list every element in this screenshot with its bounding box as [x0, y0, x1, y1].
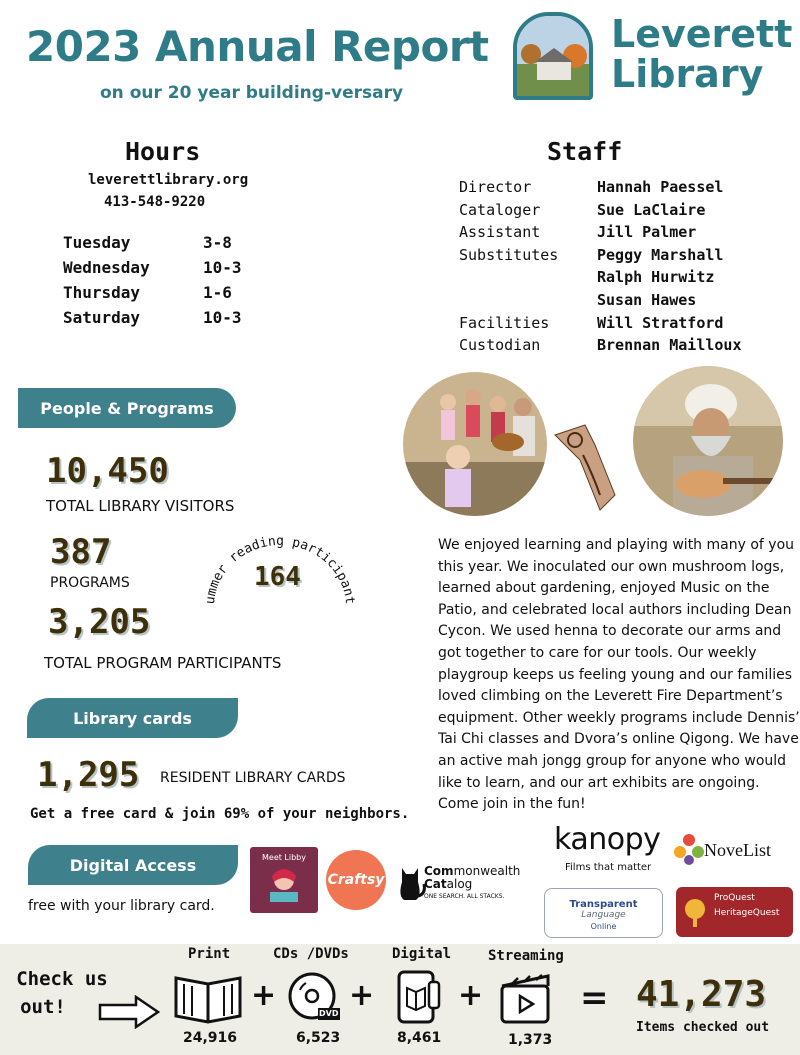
- plus-sign: +: [349, 978, 375, 1013]
- staff-role: Cataloger: [459, 200, 541, 219]
- catalog-bold: Cat: [424, 877, 447, 891]
- staff-row: [459, 223, 742, 246]
- hours-day: Tuesday: [63, 233, 131, 252]
- staff-role: Director: [459, 178, 532, 196]
- clapperboard-icon: [496, 970, 554, 1028]
- print-count: 24,916: [183, 1030, 238, 1046]
- library-name-line1: Leverett: [611, 12, 793, 56]
- cards-note: Get a free card & join 69% of your neighbors.: [30, 806, 410, 822]
- ebook-tablet-icon: [395, 968, 445, 1026]
- tree-icon: [682, 897, 708, 929]
- craftsy-logo[interactable]: Craftsy: [326, 850, 386, 910]
- staff-role: [459, 291, 597, 314]
- novelist-logo[interactable]: [672, 832, 792, 866]
- library-name: [611, 14, 792, 94]
- proquest-label: ProQuest: [714, 893, 755, 903]
- hours-time: 3-8: [203, 233, 232, 252]
- phone-number: 413-548-9220: [104, 194, 206, 210]
- staff-name: Brennan Mailloux: [597, 336, 742, 355]
- commonwealth-rest: monwealth: [453, 864, 521, 878]
- check-line1: Check us: [16, 968, 108, 990]
- website-link[interactable]: leverettlibrary.org: [88, 172, 249, 188]
- staff-role: Custodian: [459, 336, 541, 355]
- libby-icon: [250, 862, 318, 908]
- heritagequest-logo[interactable]: [676, 887, 793, 937]
- hours-heading: Hours: [125, 137, 201, 166]
- print-label: Print: [188, 946, 231, 962]
- hours-time: 1-6: [203, 283, 232, 302]
- transparent-line1: Transparent: [569, 899, 638, 910]
- kanopy-logo[interactable]: kanopy: [554, 822, 661, 857]
- participants-label: TOTAL PROGRAM PARTICIPANTS: [44, 654, 282, 672]
- summer-reading-label: ummer reading participant: [202, 534, 358, 605]
- commonwealth-catalog-logo[interactable]: [396, 862, 536, 904]
- digital-access-pill: Digital Access: [28, 845, 238, 885]
- staff-row: [459, 314, 742, 337]
- streaming-label: Streaming: [488, 948, 564, 964]
- report-subtitle: on our 20 year building-versary: [100, 83, 404, 103]
- staff-row: [459, 201, 742, 224]
- plus-sign: +: [458, 978, 484, 1013]
- cat-icon: [396, 862, 426, 902]
- novelist-label: NoveList: [704, 840, 771, 860]
- programs-count: 387: [50, 532, 112, 572]
- commonwealth-bold: Com: [424, 864, 454, 878]
- kanopy-tagline: Films that matter: [565, 862, 652, 873]
- library-cards-pill: Library cards: [27, 698, 238, 738]
- book-icon: [172, 970, 244, 1024]
- novelist-dots-icon: [672, 832, 706, 866]
- hours-row: [63, 283, 242, 308]
- plus-sign: +: [251, 978, 277, 1013]
- report-title: 2023 Annual Report: [26, 22, 489, 71]
- staff-role: Facilities: [459, 313, 550, 332]
- staff-row: [459, 178, 742, 201]
- total-checkouts: 41,273: [636, 974, 767, 1015]
- cds-count: 6,523: [296, 1030, 341, 1046]
- cards-label: RESIDENT LIBRARY CARDS: [160, 770, 346, 786]
- equals-sign: =: [580, 978, 609, 1018]
- cards-count: 1,295: [37, 755, 140, 795]
- hours-row: [63, 258, 242, 283]
- summer-reading-count: 164: [254, 562, 301, 592]
- visitors-count: 10,450: [46, 451, 169, 491]
- staff-name: Hannah Paessel: [597, 178, 724, 196]
- staff-row: [459, 336, 742, 359]
- staff-name: Sue LaClaire: [597, 200, 706, 219]
- henna-arm-image: [545, 415, 640, 515]
- check-line2: out!: [20, 996, 66, 1018]
- hours-day: Saturday: [63, 308, 141, 327]
- staff-name: Susan Hawes: [597, 290, 697, 309]
- library-building-photo: [513, 12, 593, 100]
- digital-label: Digital: [392, 946, 452, 962]
- check-us-out: [12, 968, 112, 1018]
- staff-row: [459, 268, 742, 291]
- libby-logo[interactable]: [250, 847, 318, 913]
- transparent-line3: Online: [590, 922, 617, 931]
- staff-heading: Staff: [547, 137, 623, 166]
- programs-label: PROGRAMS: [50, 575, 130, 591]
- staff-role: Assistant: [459, 223, 541, 242]
- arrow-right-icon: [98, 995, 160, 1029]
- cds-dvds-label: CDs /DVDs: [273, 946, 349, 962]
- hours-table: [63, 233, 242, 333]
- commonwealth-tagline: ONE SEARCH. ALL STACKS.: [424, 893, 505, 900]
- streaming-count: 1,373: [508, 1032, 553, 1048]
- library-name-line2: Library: [611, 52, 764, 96]
- staff-name: Will Stratford: [597, 313, 724, 332]
- staff-role: [459, 268, 597, 291]
- hours-row: [63, 233, 242, 258]
- heritagequest-label: HeritageQuest: [714, 908, 780, 918]
- digital-note: free with your library card.: [28, 898, 215, 914]
- libby-label: Meet Libby: [262, 853, 306, 862]
- hours-row: [63, 308, 242, 333]
- dvd-text: DVD: [319, 1009, 339, 1018]
- hours-time: 10-3: [203, 308, 242, 327]
- hours-time: 10-3: [203, 258, 242, 277]
- staff-table: [459, 178, 742, 359]
- participants-count: 3,205: [48, 602, 151, 642]
- total-checkouts-label: Items checked out: [636, 1020, 770, 1035]
- transparent-line2: Language: [581, 910, 626, 920]
- catalog-rest: alog: [446, 877, 473, 891]
- staff-name: Jill Palmer: [597, 223, 697, 242]
- visitors-label: TOTAL LIBRARY VISITORS: [46, 497, 235, 515]
- staff-role: Substitutes: [459, 245, 559, 264]
- staff-row: [459, 291, 742, 314]
- hours-day: Thursday: [63, 283, 141, 302]
- people-programs-pill: People & Programs: [18, 388, 236, 428]
- digital-count: 8,461: [397, 1030, 442, 1046]
- year-summary-paragraph: We enjoyed learning and playing with many of you this year. We inoculated our own mushroom logs, learned about gardening, enjoyed Music on the Patio, and celebrated local authors including Dean Cycon. We used henna to decorate our arms and got together to care for our tools. Our weekly playgroup keeps us feeling young and our families loved climbing on the Leverett Fire Department’s equipment. Other weekly programs include Dennis’ Tai Chi classes and Dvora’s online Qigong. We have an active mah jongg group for anyone who would like to learn, and our art exhibits are ongoing. Come join in the fun!: [438, 537, 800, 813]
- musician-photo: [633, 366, 783, 516]
- dvd-icon: [286, 970, 342, 1026]
- hours-day: Wednesday: [63, 258, 150, 277]
- staff-name: Peggy Marshall: [597, 245, 724, 264]
- transparent-language-logo[interactable]: [544, 888, 663, 938]
- staff-name: Ralph Hurwitz: [597, 268, 715, 287]
- kids-photo: [403, 372, 547, 516]
- staff-row: [459, 246, 742, 269]
